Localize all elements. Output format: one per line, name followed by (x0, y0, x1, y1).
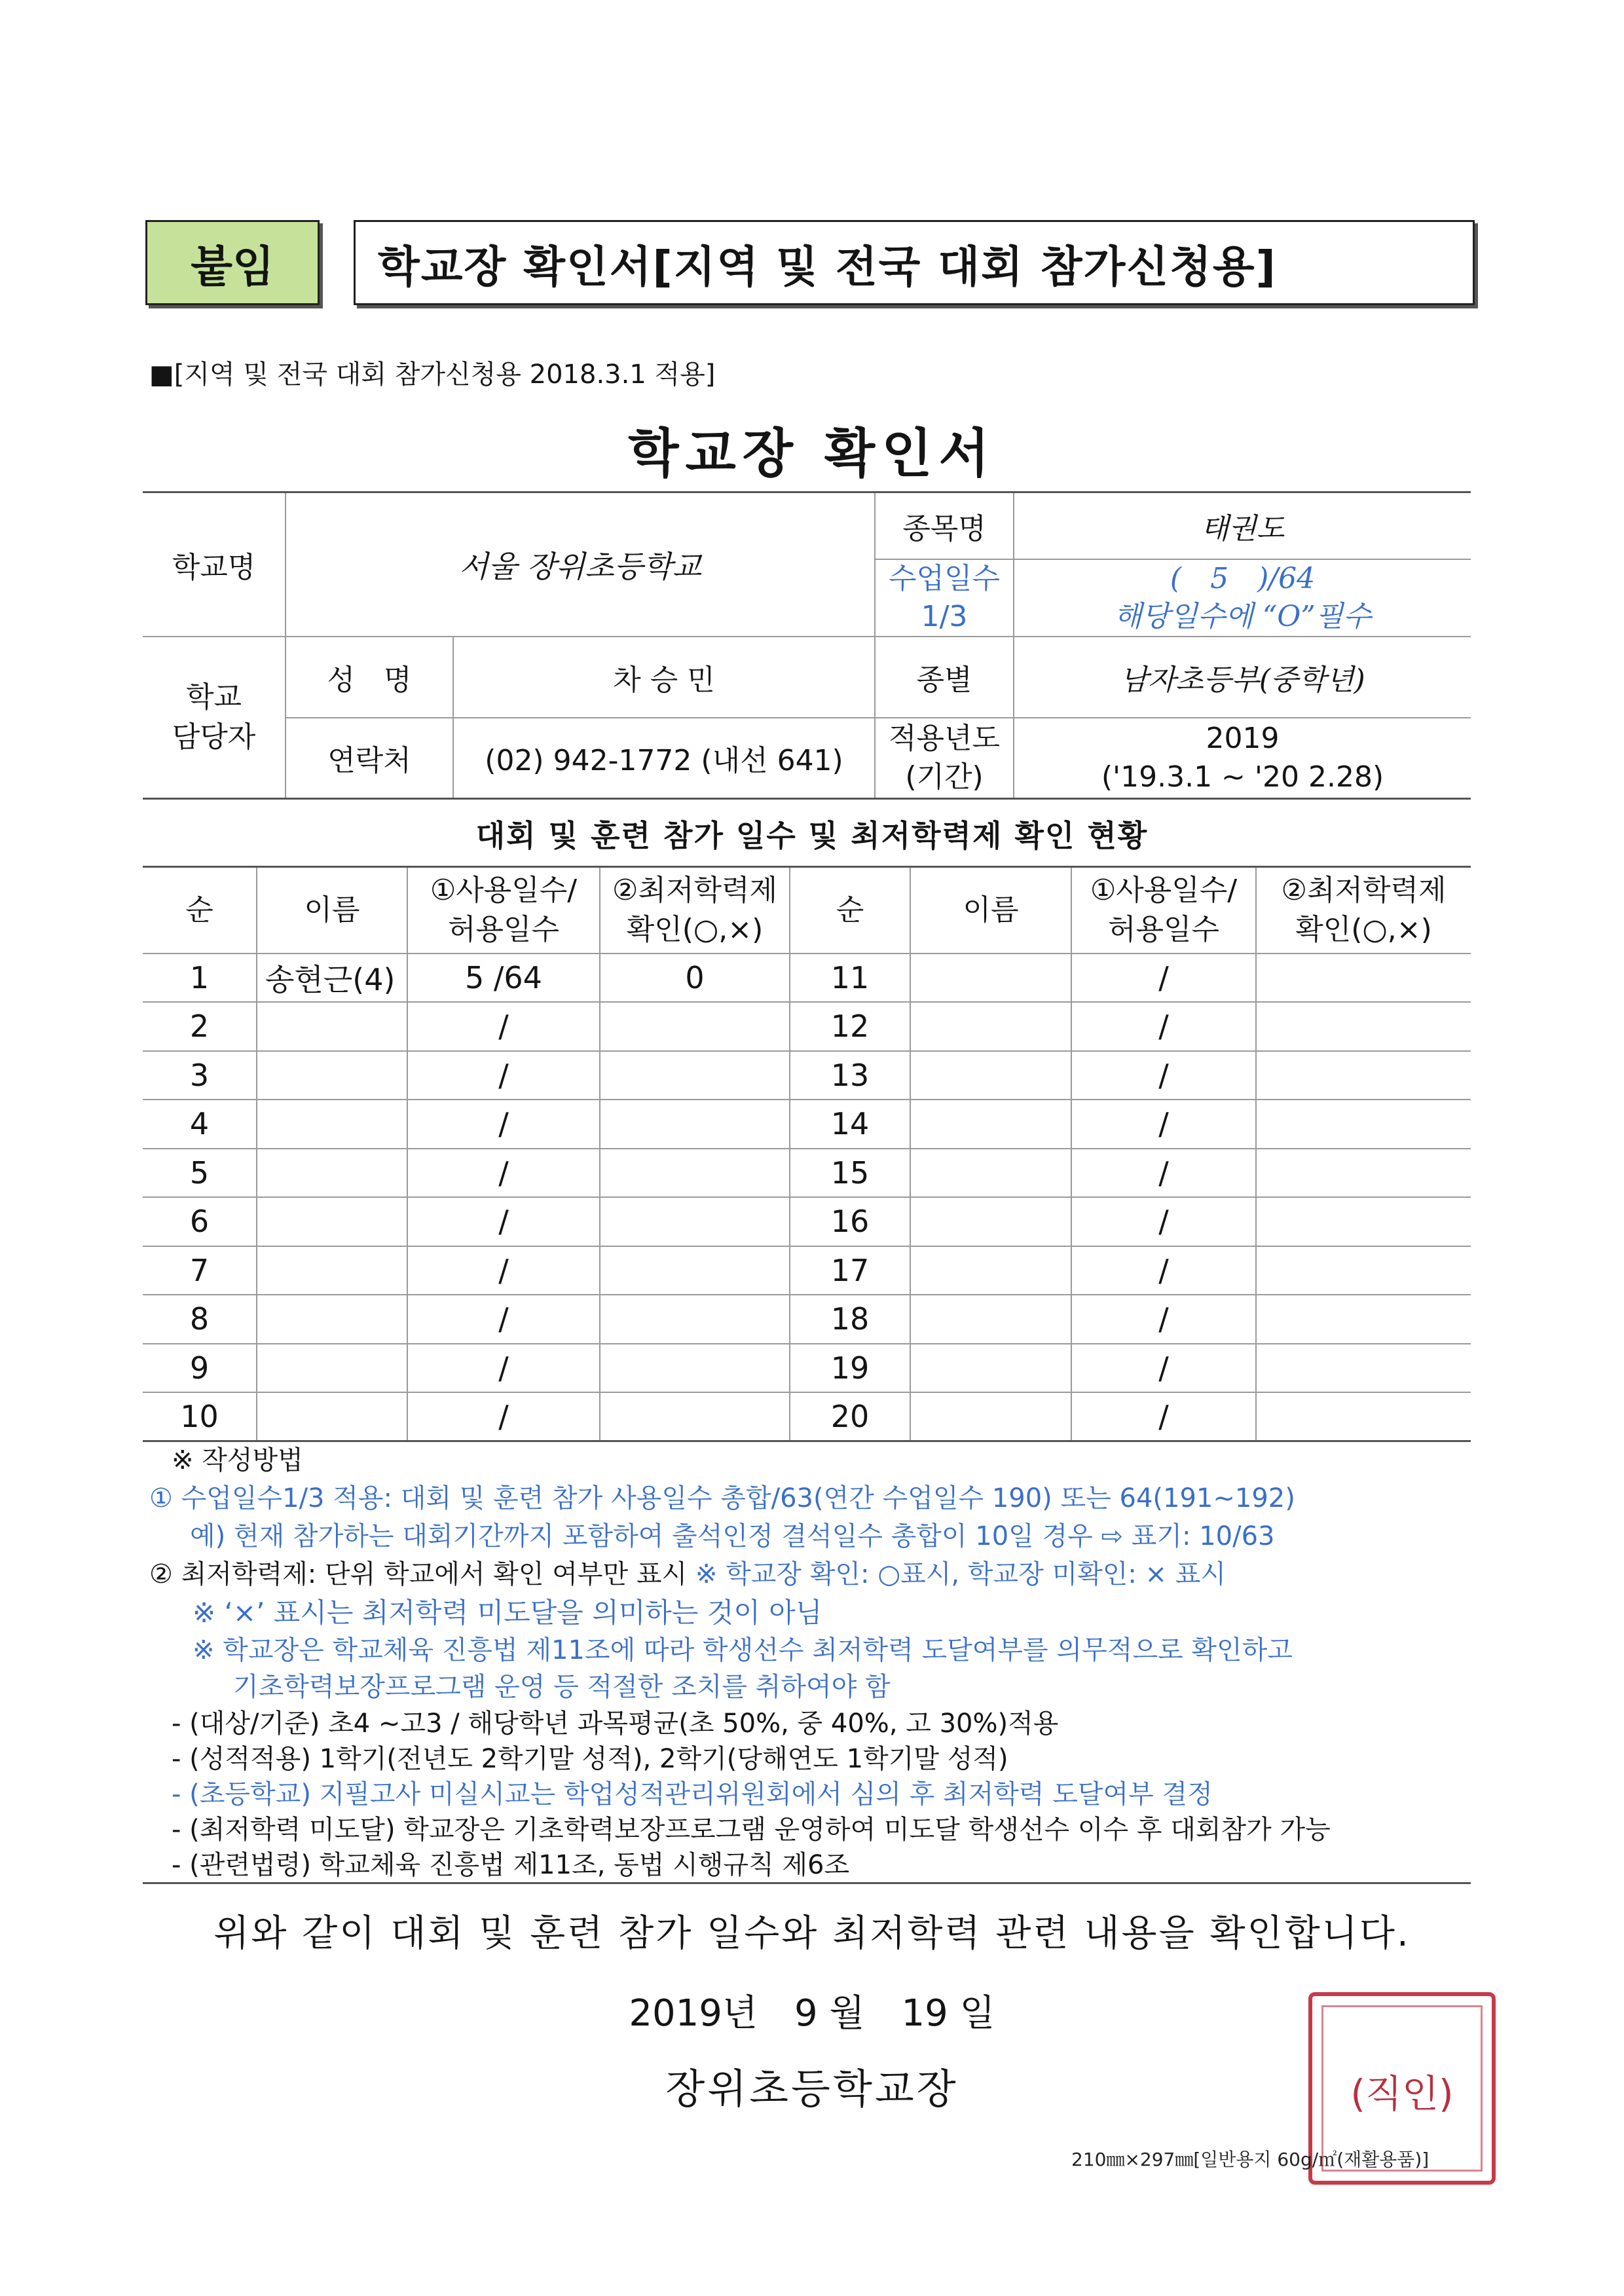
row-no: 8 (143, 1295, 257, 1344)
row-days: / (407, 1295, 600, 1344)
instruction-line-11: - (관련법령) 학교체육 진흥법 제11조, 동법 시행규칙 제6조 (172, 1850, 850, 1880)
row-check-2 (1256, 954, 1471, 1003)
participation-table (143, 866, 1471, 1442)
contact-value: (02) 942-1772 (내선 641) (453, 718, 875, 799)
col-header-check-line2: 확인(○,×) (626, 912, 764, 946)
instruction-line-5: ※ 학교장은 학교체육 진흥법 제11조에 따라 학생선수 최저학력 도달여부를 의무적으로 확인하고 (193, 1635, 1293, 1665)
instruction-line-3-main: ② 최저학력제: 단위 학교에서 확인 여부만 표시 (149, 1559, 695, 1589)
row-name-2 (910, 954, 1071, 1003)
col-header-check (600, 867, 790, 954)
row-days: / (407, 1100, 600, 1149)
apply-period: ('19.3.1 ~ '20 2.28) (1101, 760, 1384, 794)
row-no: 10 (143, 1392, 257, 1441)
principal-signature: 장위초등학교장 (665, 2065, 959, 2113)
row-check-2 (1256, 1002, 1471, 1051)
table-row (143, 1149, 1471, 1198)
col-header-no-2: 순 (790, 867, 910, 954)
row-name-2 (910, 1246, 1071, 1295)
row-name: 송현근(4) (257, 954, 407, 1003)
col-header-check-2 (1256, 867, 1471, 954)
col-header-days-2 (1071, 867, 1256, 954)
row-check (600, 1295, 790, 1344)
school-name-value: 서울 장위초등학교 (286, 492, 875, 637)
instruction-line-4: ※ ‘×’ 표시는 최저학력 미도달을 의미하는 것이 아님 (193, 1597, 822, 1629)
row-name-2 (910, 1392, 1071, 1441)
row-no-2: 11 (790, 954, 910, 1003)
col-header-days (407, 867, 600, 954)
manager-label-line1: 학교 (185, 680, 242, 714)
instruction-line-8: - (성적적용) 1학기(전년도 2학기말 성적), 2학기(당해연도 1학기말 성적) (172, 1744, 1008, 1774)
row-days-2: / (1071, 1149, 1256, 1198)
row-check (600, 1149, 790, 1198)
instruction-line-3-note: ※ 학교장 확인: ○표시, 학교장 미확인: × 표시 (695, 1559, 1227, 1589)
row-check (600, 1197, 790, 1246)
row-no: 7 (143, 1246, 257, 1295)
row-no-2: 15 (790, 1149, 910, 1198)
row-days-2: / (1071, 1051, 1256, 1100)
confirmation-statement: 위와 같이 대회 및 훈련 참가 일수와 최저학력 관련 내용을 확인합니다. (213, 1912, 1411, 1955)
name-label: 성 명 (286, 637, 453, 718)
col-header-no: 순 (143, 867, 257, 954)
class-days-count: ( 5 )/64 (1170, 562, 1316, 596)
manager-label-line2: 담당자 (172, 720, 256, 754)
division-value: 남자초등부(중학년) (1014, 637, 1471, 718)
row-check-2 (1256, 1246, 1471, 1295)
issue-date: 2019년 9 월 19 일 (629, 1992, 995, 2035)
col-header-check-line1: ②최저학력제 (612, 874, 777, 908)
instruction-line-6: 기초학력보장프로그램 운영 등 적절한 조치를 취하여야 함 (233, 1672, 891, 1702)
row-no-2: 20 (790, 1392, 910, 1441)
row-days-2: / (1071, 1344, 1256, 1393)
table-row (143, 1392, 1471, 1441)
row-no: 9 (143, 1344, 257, 1393)
table-row (143, 1051, 1471, 1100)
school-info-table (143, 491, 1471, 800)
col-header-name-2: 이름 (910, 867, 1071, 954)
col-header-days-line1: ①사용일수/ (430, 874, 578, 908)
row-name (257, 1002, 407, 1051)
apply-year: 2019 (1206, 721, 1280, 755)
col-header-days-line2: 허용일수 (447, 912, 559, 946)
table-row (143, 1197, 1471, 1246)
apply-year-label-line1: 적용년도 (888, 721, 1000, 755)
contact-label: 연락처 (286, 718, 453, 799)
row-name-2 (910, 1344, 1071, 1393)
class-days-note: 해당일수에 “O”필수 (1114, 599, 1371, 633)
col-header-check-2-line2: 확인(○,×) (1295, 912, 1432, 946)
apply-year-label (875, 718, 1014, 799)
row-name-2 (910, 1295, 1071, 1344)
row-no-2: 17 (790, 1246, 910, 1295)
instructions-divider (143, 1882, 1471, 1884)
row-name-2 (910, 1051, 1071, 1100)
row-no-2: 14 (790, 1100, 910, 1149)
row-no-2: 13 (790, 1051, 910, 1100)
instruction-line-2: 예) 현재 참가하는 대회기간까지 포함하여 출석인정 결석일수 총합이 10일 경우 ⇨ 표기: 10/63 (190, 1521, 1275, 1551)
row-check-2 (1256, 1197, 1471, 1246)
row-days: / (407, 1344, 600, 1393)
class-days-value (1014, 559, 1471, 637)
row-check-2 (1256, 1100, 1471, 1149)
row-name (257, 1392, 407, 1441)
class-days-label-line1: 수업일수 (888, 562, 1000, 596)
row-name-2 (910, 1149, 1071, 1198)
row-days: 5 /64 (407, 954, 600, 1003)
class-days-label-line2: 1/3 (921, 599, 968, 633)
row-days: / (407, 1246, 600, 1295)
instructions-title: ※ 작성방법 (172, 1445, 303, 1475)
instruction-line-7: - (대상/기준) 초4 ~고3 / 해당학년 과목평균(초 50%, 중 40%, 고 30%)적용 (172, 1709, 1059, 1739)
row-days: / (407, 1002, 600, 1051)
row-check-2 (1256, 1295, 1471, 1344)
document-title: 학교장 확인서 (628, 423, 996, 484)
row-check-2 (1256, 1344, 1471, 1393)
row-no-2: 16 (790, 1197, 910, 1246)
row-days-2: / (1071, 1100, 1256, 1149)
row-name (257, 1051, 407, 1100)
row-days: / (407, 1149, 600, 1198)
row-name-2 (910, 1002, 1071, 1051)
row-days: / (407, 1051, 600, 1100)
row-check-2 (1256, 1392, 1471, 1441)
row-name-2 (910, 1100, 1071, 1149)
row-days: / (407, 1197, 600, 1246)
col-header-days-2-line2: 허용일수 (1107, 912, 1219, 946)
row-check (600, 1002, 790, 1051)
seal-text: (직인) (1350, 2071, 1454, 2116)
row-name (257, 1100, 407, 1149)
row-no: 1 (143, 954, 257, 1003)
row-name (257, 1246, 407, 1295)
col-header-name: 이름 (257, 867, 407, 954)
event-label: 종목명 (875, 492, 1014, 559)
row-days-2: / (1071, 1197, 1256, 1246)
row-no-2: 18 (790, 1295, 910, 1344)
row-name (257, 1295, 407, 1344)
manager-label (143, 637, 286, 799)
row-no-2: 19 (790, 1344, 910, 1393)
row-check (600, 1246, 790, 1295)
application-notice: ■[지역 및 전국 대회 참가신청용 2018.3.1 적용] (149, 360, 716, 390)
apply-year-value (1014, 718, 1471, 799)
table-row (143, 1002, 1471, 1051)
row-days-2: / (1071, 1002, 1256, 1051)
row-name-2 (910, 1197, 1071, 1246)
row-check: 0 (600, 954, 790, 1003)
row-days-2: / (1071, 1392, 1256, 1441)
row-days-2: / (1071, 1246, 1256, 1295)
row-check (600, 1051, 790, 1100)
instruction-line-10: - (최저학력 미도달) 학교장은 기초학력보장프로그램 운영하여 미도달 학생선수 이수 후 대회참가 가능 (172, 1815, 1331, 1845)
col-header-check-2-line1: ②최저학력제 (1281, 874, 1447, 908)
row-days-2: / (1071, 954, 1256, 1003)
row-check (600, 1392, 790, 1441)
row-name (257, 1197, 407, 1246)
header-title: 학교장 확인서[지역 및 전국 대회 참가신청용] (354, 220, 1475, 305)
instruction-line-9: - (초등학교) 지필고사 미실시교는 학업성적관리위원회에서 심의 후 최저학력 도달여부 결정 (172, 1779, 1213, 1809)
row-days: / (407, 1392, 600, 1441)
instruction-line-1: ① 수업일수1/3 적용: 대회 및 훈련 참가 사용일수 총합/63(연간 수업일수 190) 또는 64(191~192) (149, 1483, 1295, 1513)
col-header-days-2-line1: ①사용일수/ (1090, 874, 1238, 908)
row-no: 4 (143, 1100, 257, 1149)
table-row (143, 1246, 1471, 1295)
school-name-label: 학교명 (143, 492, 286, 637)
section-title: 대회 및 훈련 참가 일수 및 최저학력제 확인 현황 (475, 818, 1149, 853)
division-label: 종별 (875, 637, 1014, 718)
table-row (143, 1295, 1471, 1344)
row-check (600, 1100, 790, 1149)
row-no: 6 (143, 1197, 257, 1246)
instruction-line-3 (149, 1553, 1226, 1591)
apply-year-label-line2: (기간) (905, 760, 984, 794)
table-row (143, 954, 1471, 1003)
row-name (257, 1149, 407, 1198)
row-no: 5 (143, 1149, 257, 1198)
row-days-2: / (1071, 1295, 1256, 1344)
paper-spec-note: 210㎜×297㎜[일반용지 60g/㎡(재활용품)] (1071, 2149, 1430, 2170)
table-row (143, 1100, 1471, 1149)
row-check-2 (1256, 1149, 1471, 1198)
row-no: 3 (143, 1051, 257, 1100)
row-no-2: 12 (790, 1002, 910, 1051)
attachment-badge: 붙임 (145, 220, 320, 305)
class-days-label (875, 559, 1014, 637)
event-value: 태권도 (1014, 492, 1471, 559)
table-row (143, 1344, 1471, 1393)
row-check (600, 1344, 790, 1393)
row-no: 2 (143, 1002, 257, 1051)
row-name (257, 1344, 407, 1393)
row-check-2 (1256, 1051, 1471, 1100)
name-value: 차 승 민 (453, 637, 875, 718)
